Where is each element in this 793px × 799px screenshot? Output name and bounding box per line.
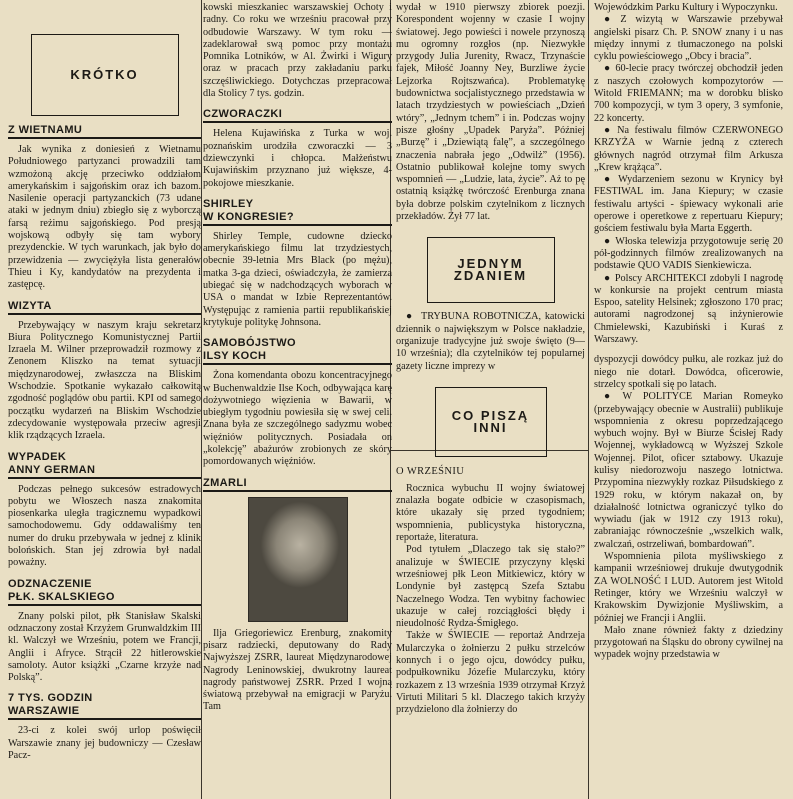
czworaczki-text: Helena Kujawińska z Turka w woj. poznańskim urodziła czworaczki — 3 dziewczynki i chłopca. Małżeństwu Kujawińskim przyznano już większe, 4-pokojowe mieszkanie. xyxy=(203,128,392,189)
wizyta-text: Przebywający w naszym kraju sekretarz Biura Politycznego Komunistycznej Partii Izraela M. Wilner przeprowadził rozmowy z Zenonem Kliszko na temat sytuacji międzynarodowej, zwłaszcza na Bliskim Wschodzie. Spotkanie wykazało całkowitą zgodność poglądów obu partii. KPI od samego początku wydarzeń na Bliskim Wschodzie zdecydowanie występowała przeciw agresji klik rządzących Izraela. xyxy=(8,319,201,442)
co-pisza-inni-box: CO PISZĄ INNI xyxy=(435,387,547,457)
krotko-box xyxy=(31,34,179,116)
malo-text: Mało znane również fakty z dziedziny przygotowań na Śląsku do obrony cywilnej na wypadek wojny przedstawia w xyxy=(594,624,783,661)
festiwal-text: ● Na festiwalu filmów CZERWONEGO KRZYŻA w Warnie jedną z czterech głównych nagród otrzymał film Arkusza „Krew krążąca”. xyxy=(594,125,783,174)
park-kultury-text: Wojewódzkim Parku Kultury i Wypoczynku. xyxy=(594,2,778,13)
friemann-text: ● 60-lecie pracy twórczej obchodził jeden z naszych czołowych kompozytorów — Witold FRIEMANN; ma w dorobku blisko 700 kompozycji, w tym 3 opery, 3 symfonie, 22 koncerty. xyxy=(594,63,783,124)
wypadek-heading: WYPADEK ANNY GERMAN xyxy=(8,451,201,479)
krynica-text: ● Wydarzeniem sezonu w Krynicy był FESTIWAL im. Jana Kiepury; w czasie festiwalu artyści - śpiewacy wykonali arie operowe i operetkowe z repertuaru Kiepury; gościem festiwalu była Marta Eggerth. xyxy=(594,174,783,235)
column-2 xyxy=(203,0,392,799)
samobojstwo-heading: SAMOBÓJSTWO ILSY KOCH xyxy=(203,337,392,365)
snow-text: ● Z wizytą w Warszawie przebywał angielski pisarz Ch. P. SNOW znany i u nas między innymi z tłumaczonego na polski cyklu powieściowego „Obcy i bracia”. xyxy=(594,14,783,63)
odznaczenie-text: Znany polski pilot, płk Stanisław Skalski odznaczony został Krzyżem Grunwaldzkim III kl. Walczył we Wrześniu, potem we Francji, Anglii i Afryce. Strącił 22 hitlerowskie samoloty. Autor książki „Czarne krzyże nad Polską”. xyxy=(8,610,201,684)
dyspozycji-text: dyspozycji dowódcy pułku, ale rozkaz już do niego nie dotarł. Dowódca, oficerowie, strzelcy spotkali się po latach. xyxy=(594,354,783,390)
architekci-text: ● Polscy ARCHITEKCI zdobyli I nagrodę w konkursie na projekt centrum miasta Espoo, satelity Helsinek; zgłoszono 170 prac; autorami nagrodzonej są inżynierowie Chmielewski, Kazubiński i Kuraś z Warszawy. xyxy=(594,273,783,347)
erenburg-portrait-photo xyxy=(248,497,348,622)
wizyta-heading: WIZYTA xyxy=(8,300,201,315)
czworaczki-heading: CZWORACZKI xyxy=(203,108,392,123)
paczkowski-continued-text: kowski mieszkaniec warszawskiej Ochoty i radny. Co roku we wrześniu pracował przy odbudowie Warszawy. W tym roku — zadeklarował swą pomoc przy montażu Pomnika Lotników, w Al. Żwirki i Wigury oraz w pracach przy zakładaniu parku szczęśliwickiego. Dotychczas przepracował dla Stolicy 7 tys. godzin. xyxy=(203,2,392,100)
godzin-heading: 7 TYS. GODZIN WARSZAWIE xyxy=(8,692,201,720)
shirley-text: Shirley Temple, cudowne dziecko amerykańskiego filmu lat trzydziestych, obecnie 39-letnia Mrs Black (po mężu), matka 3-ga dzieci, oświadczyła, że zamierza ubiegać się w nadchodzących wyborach w USA o mandat w Izbie Reprezentantów. Występując z ramienia partii republikańskiej krytykuje politykę Johnsona. xyxy=(203,230,392,328)
jednym-zdaniem-box: JEDNYM ZDANIEM xyxy=(427,237,555,303)
wrzesniu-text: Rocznica wybuchu II wojny światowej znalazła bogate odbicie w czasopismach, które ukazały się przed tygodniem; wspomnienia, publicystyka historyczna, reportaże, literatura. Pod tytułem „Dlaczego tak się stało?” analizuje w ŚWIECIE przyczyny klęski wrześniowej płk Leon Mitkiewicz, który w Londynie był zastępcą Szefa Sztabu Naczelnego Wodza. Ten wybitny fachowiec ukazuje w całej rozciągłości błędy i nieudolność Rydza-Śmigłego. Także w ŚWIECIE — reportaż Andrzeja Mularczyka o żołnierzu 2 pułku strzelców konnych i o jego ojcu, dowódcy pułku, podpułkowniku Józefie Mularczyku, który rozkazem z 13 września 1939 otrzymał Krzyż Virtuti Militari 5 kl. Dlaczego takich krzyży przydzielono dla żołnierzy do xyxy=(396,482,585,716)
wietnam-text: Jak wynika z doniesień z Wietnamu Południowego partyzanci prowadzili tam wzmożoną akcję przeciwko oddziałom amerykańskim i sajgońskim oraz ich bazom. Nasilenie operacji partyzanckich (73 udane ataki w jednym dniu) zbiegło się z wyborczą farsą reżimu sajgońskiego. Pod presją wojskową odbyły się tam wybory prezydenckie. W tych warunkach, jak było do przewidzenia — zwyciężyła lista generałów Thieu i Ky, kandydatów na prezydenta i zastępcę. xyxy=(8,144,201,291)
godzin-text: 23-ci z kolei swój urlop poświęcił Warszawie znany jej budowniczy — Czesław Pacz- xyxy=(8,725,201,761)
polityce-text: ● W POLITYCE Marian Romeyko (przebywający obecnie w Australii) publikuje wspomnienia z okresu poprzedzającego wybuch wojny. Był w Biurze Ścisłej Rady Wojennej, wykładowcą w Wyższej Szkole Wojennej. Pilot, oficer sztabowy. Ukazuje kulisy niedorozwoju naszego lotnictwa. Przypomina niezwykły rozkaz Piłsudskiego z 1929 roku, w którym nakazał on, by działalność lotnictwa ograniczyć tylko do wywiadu (jak w 1912 czy 1913 roku), zabraniając równocześnie „wszelkich walk, zwalczań, ostrzeliwań, bombardowań”. xyxy=(594,391,783,551)
odznaczenie-heading: ODZNACZENIE PŁK. SKALSKIEGO xyxy=(8,578,201,606)
column-3 xyxy=(391,0,589,799)
wrzesniu-heading: O WRZEŚNIU xyxy=(396,465,465,477)
trybuna-text: ● TRYBUNA ROBOTNICZA, katowicki dziennik o największym w Polsce nakładzie, organizuje tradycyjne już swoje święto (9—10 września); dla czytelników tej popularnej gazety liczne imprezy w xyxy=(396,311,585,372)
column-4 xyxy=(589,0,787,799)
column-1 xyxy=(8,0,201,799)
wloska-text: ● Włoska telewizja przygotowuje serię 20 pół-godzinnych filmów zrealizowanych na podstawie QUO VADIS Sienkiewicza. xyxy=(594,236,783,273)
wypadek-text: Podczas pełnego sukcesów estradowych pobytu we Włoszech nasza znakomita piosenkarka uległa tragicznemu wypadkowi samochodowemu. Gdy oddawaliśmy ten numer do druku przebywała w jednej z klinik bolońskich. Stan jej zdrowia był nadal poważny. xyxy=(8,483,201,569)
samobojstwo-text: Żona komendanta obozu koncentracyjnego w Buchenwaldzie Ilse Koch, odbywająca karę dożywotniego więzienia w Bawarii, w ubiegłym tygodniu powiesiła się w swej celi. Znana była ze szczególnego sadyzmu wobec więźniów politycznych. Posiadała on „kolekcję” abażurów zrobionych ze skóry pomordowanych więźniów. xyxy=(203,370,392,468)
wietnam-heading: Z WIETNAMU xyxy=(8,124,201,139)
krotko-title: KRÓTKO xyxy=(70,66,139,82)
pilota-text: Wspomnienia pilota myśliwskiego z kampanii wrześniowej drukuje dwutygodnik ZA WOLNOŚĆ I LUD. Autorem jest Witold Retinger, który we Wrześniu walczył w Krakowskim Dywizjonie Myśliwskim, a później we Francji i Anglii. xyxy=(594,551,783,624)
shirley-heading: SHIRLEY W KONGRESIE? xyxy=(203,198,392,226)
erenburg-continued-text: wydał w 1910 pierwszy zbiorek poezji. Korespondent wojenny w czasie I wojny światowej. Jego powieści i nowele przynoszą mu ogromny rozgłos (np. Niezwykłe przygody Julia Jurenity, Rwacz, Trzynaście fajek, Miłość Joanny Ney, Burzliwe życie Lejzorka Rojtszwańca). Problematykę budownictwa socjalistycznego przedstawia w latach trzydziestych w powieściach „Dzień wtóry”, „Jednym tchem” i in. Podczas wojny pisze głośny „Upadek Paryża”. Później „Burzę” i „Dziewiątą falę”, a szczególnego znaczenia nabrała jego „Odwilż” (1956). Ostatnio publikował kolejne tomy swych wspomnień — „Ludzie, lata, życie”. Aż to pę ostatnią książkę twórczość Erenburga znana była dobrze polskim czytelnikom z licznych przekładów. Żył 77 lat. xyxy=(396,2,585,223)
zmarli-text: Ilja Griegoriewicz Erenburg, znakomity pisarz radziecki, deputowany do Rady Najwyższej ZSRR, laureat Międzynarodowej Nagrody Leninowskiej, dwukrotny laureat nagrody państwowej ZSRR. Przed I wojną światową przebywał na emigracji w Paryżu. Tam xyxy=(203,627,392,713)
zmarli-heading: ZMARLI xyxy=(203,477,392,492)
